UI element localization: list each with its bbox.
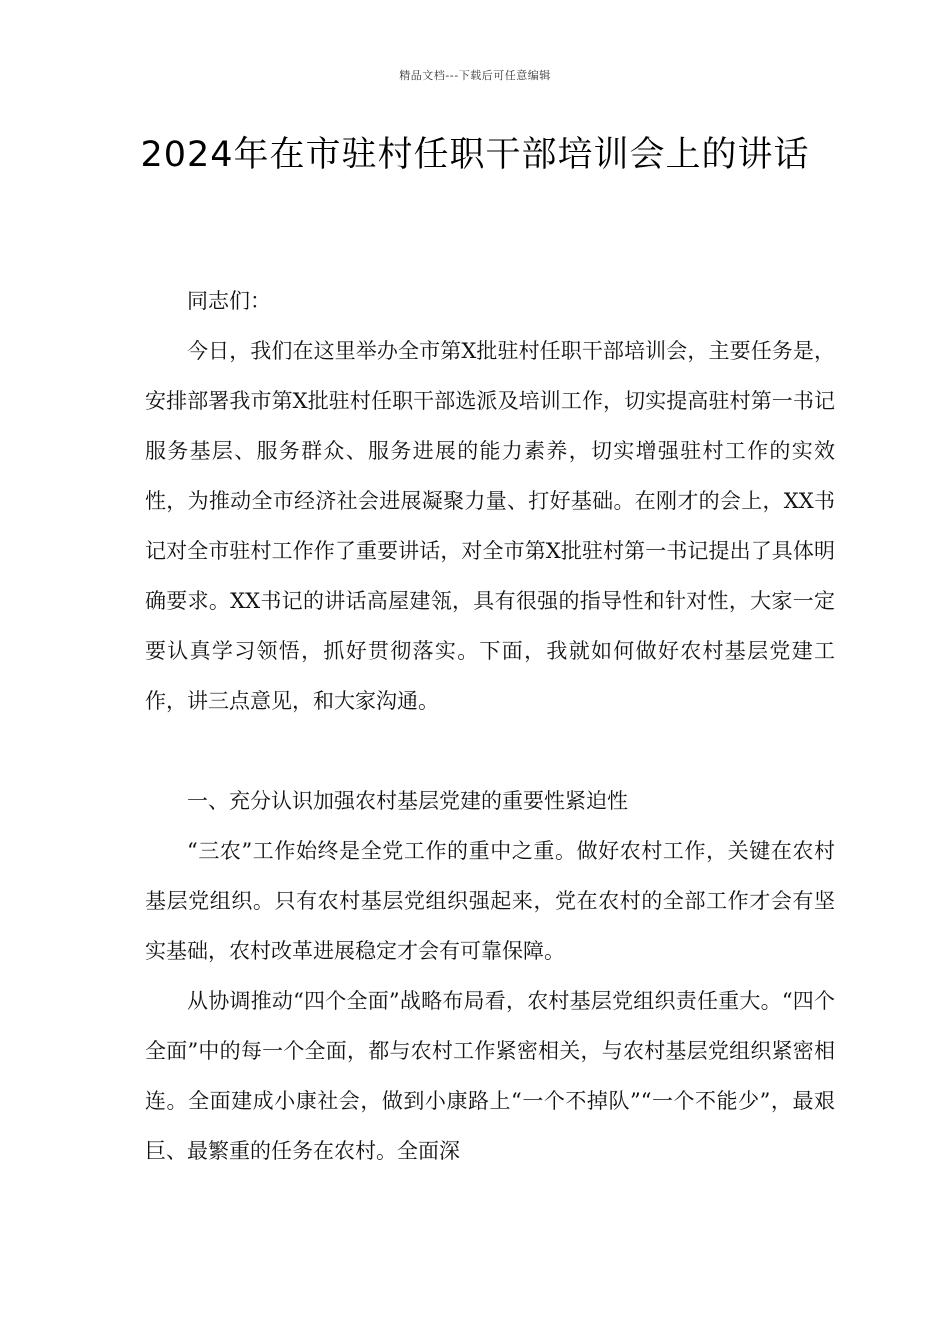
paragraph-intro: 今日，我们在这里举办全市第X批驻村任职干部培训会，主要任务是，安排部署我市第X批驻村任职干部选派及培训工作，切实提高驻村第一书记服务基层、服务群众、服务进展的能力素养，切实增强驻村工作的实效性，为推动全市经济社会进展凝聚力量、打好基础。在刚才的会上，XX书记对全市驻村工作作了重要讲话，对全市第X批驻村第一书记提出了具体明确要求。XX书记的讲话高屋建瓴，具有很强的指导性和针对性，大家一定要认真学习领悟，抓好贯彻落实。下面，我就如何做好农村基层党建工作，讲三点意见，和大家沟通。: [145, 339, 835, 713]
document-body: [145, 276, 835, 1176]
salutation: 同志们：: [187, 289, 271, 313]
page-header: 精品文档---下载后可任意编辑: [399, 69, 551, 82]
section-paragraph-1: “三农”工作始终是全党工作的重中之重。做好农村工作，关键在农村基层党组织。只有农村基层党组织强起来，党在农村的全部工作才会有坚实基础，农村改革进展稳定才会有可靠保障。: [145, 839, 835, 963]
document-title: 2024年在市驻村任职干部培训会上的讲话: [140, 135, 810, 175]
section-paragraph-2: 从协调推动“四个全面”战略布局看，农村基层党组织责任重大。“四个全面”中的每一个全面，都与农村工作紧密相关，与农村基层党组织紧密相连。全面建成小康社会，做到小康路上“一个不掉队”“一个不能少”，最艰巨、最繁重的任务在农村。全面深: [145, 989, 835, 1163]
section-heading: 一、充分认识加强农村基层党建的重要性紧迫性: [187, 789, 628, 813]
